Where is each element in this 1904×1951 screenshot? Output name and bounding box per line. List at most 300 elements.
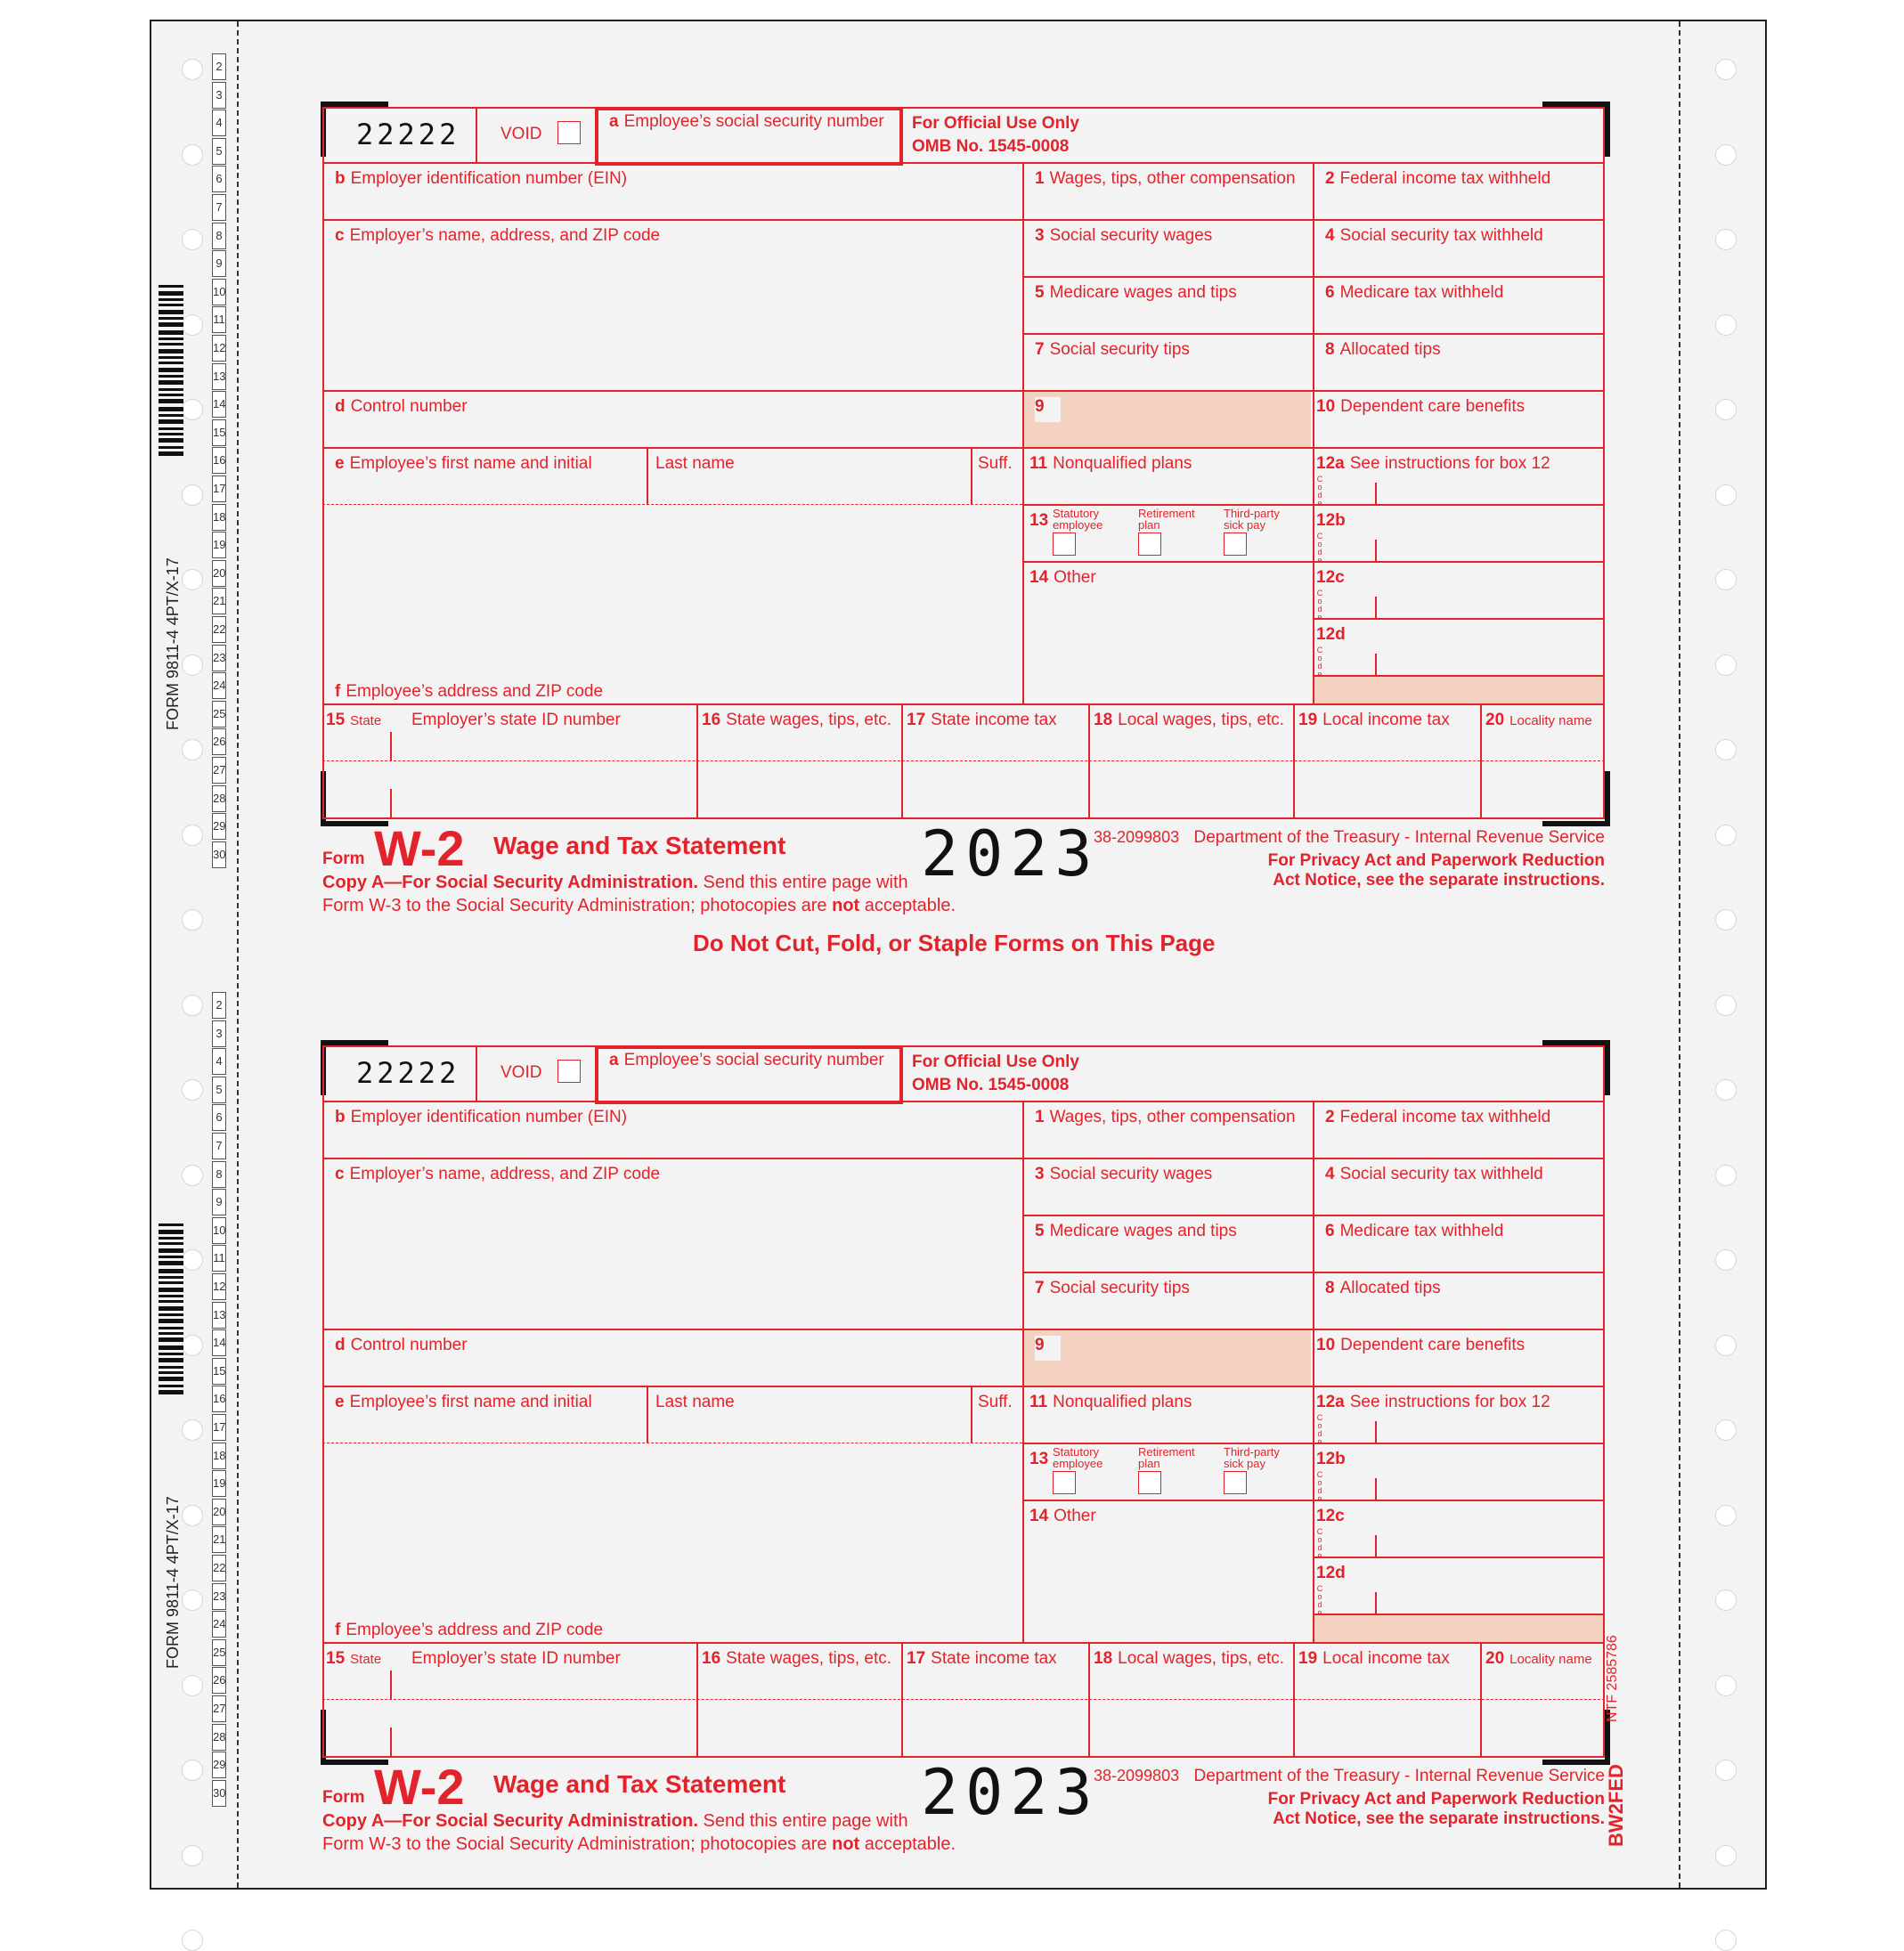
code-letter: d: [1317, 548, 1322, 557]
line-number: 10: [212, 279, 226, 305]
tractor-feed-hole: [1715, 144, 1737, 166]
line-number: 2: [212, 53, 226, 80]
barcode-bar: [159, 1288, 183, 1292]
box-1-label: 1 Wages, tips, other compensation: [1035, 1108, 1296, 1126]
tractor-feed-hole: [1715, 59, 1737, 80]
line-number: 3: [212, 82, 226, 109]
line-number: 29: [212, 1752, 226, 1778]
suffix-label: Suff.: [978, 1393, 1013, 1411]
barcode-bar: [159, 375, 183, 378]
line-number: 9: [212, 250, 226, 277]
tractor-feed-hole: [1715, 1930, 1737, 1951]
form-code-vertical: FORM 9811-4 4PT/X-17: [164, 557, 182, 730]
barcode-bar: [159, 356, 183, 359]
code-letter: d: [1317, 1486, 1322, 1495]
line-number: 12: [212, 1273, 226, 1300]
box-13-label: 13: [1029, 511, 1049, 530]
form-name-w2: W-2: [374, 1759, 465, 1815]
tractor-feed-hole: [182, 909, 203, 931]
box-9-shade: [1022, 1330, 1311, 1386]
code-letter: e: [1317, 1494, 1322, 1503]
line-number: 5: [212, 1077, 226, 1103]
box-9-shade: [1022, 392, 1311, 447]
line-number: 22: [212, 1555, 226, 1581]
code-letter: o: [1317, 1535, 1322, 1544]
line-number: 20: [212, 1499, 226, 1525]
box-11-label: 11 Nonqualified plans: [1029, 454, 1192, 473]
barcode-bar: [159, 1223, 183, 1226]
barcode-bar: [159, 298, 183, 301]
privacy-notice-line1: For Privacy Act and Paperwork Reduction: [1267, 1790, 1605, 1809]
line-number: 28: [212, 785, 226, 812]
box-8-label: 8 Allocated tips: [1325, 1279, 1441, 1297]
do-not-cut-notice: Do Not Cut, Fold, or Staple Forms on This Page: [693, 930, 1216, 956]
barcode-bar: [159, 1390, 183, 1394]
tractor-feed-hole: [1715, 739, 1737, 760]
box-17-label: 17 State income tax: [907, 711, 1057, 729]
margin-barcode: [159, 285, 183, 459]
line-number: 14: [212, 391, 226, 418]
form-word: Form: [322, 849, 365, 868]
tractor-feed-hole: [182, 1760, 203, 1781]
last-name-label: Last name: [655, 1393, 735, 1411]
box-10-label: 10 Dependent care benefits: [1316, 397, 1526, 416]
box-12c-label: 12c: [1316, 568, 1345, 587]
third-party-sick-pay-checkbox[interactable]: [1224, 532, 1247, 556]
box-6-label: 6 Medicare tax withheld: [1325, 1222, 1504, 1240]
barcode-bar: [159, 349, 183, 354]
box-d-label: d Control number: [335, 1336, 468, 1354]
form-code-vertical: FORM 9811-4 4PT/X-17: [164, 1496, 182, 1669]
cat-number: 38-2099803: [1094, 1767, 1180, 1784]
box-15-label: 15 State: [326, 1649, 382, 1668]
line-number: 15: [212, 419, 226, 446]
void-checkbox[interactable]: [557, 1060, 581, 1083]
retirement-plan-label: Retirement plan: [1138, 507, 1195, 532]
tractor-feed-hole: [182, 654, 203, 676]
tractor-feed-hole: [1715, 1845, 1737, 1866]
privacy-notice-line2: Act Notice, see the separate instructions.: [1273, 1809, 1605, 1828]
third-party-sick-pay-checkbox[interactable]: [1224, 1471, 1247, 1494]
box-12a-label: 12a See instructions for box 12: [1316, 454, 1550, 473]
barcode-bar: [159, 1358, 183, 1362]
line-number: 12: [212, 335, 226, 362]
code-letter: d: [1317, 662, 1322, 671]
tractor-feed-hole: [182, 1079, 203, 1101]
barcode-bar: [159, 433, 183, 435]
line-number: 25: [212, 701, 226, 728]
void-label: VOID: [500, 1063, 542, 1082]
barcode-bar: [159, 1269, 183, 1273]
barcode-bar: [159, 1366, 183, 1369]
corner-mark: [1542, 1040, 1610, 1095]
form-name-w2: W-2: [374, 820, 465, 876]
box-6-label: 6 Medicare tax withheld: [1325, 283, 1504, 302]
third-party-sick-pay-label: Third-party sick pay: [1224, 507, 1280, 532]
tractor-feed-hole: [1715, 1675, 1737, 1696]
line-number: 23: [212, 1583, 226, 1610]
line-number: 16: [212, 447, 226, 474]
barcode-bar: [159, 380, 183, 385]
form-title: Wage and Tax Statement: [493, 832, 786, 859]
box-c-label: c Employer’s name, address, and ZIP code: [335, 226, 661, 245]
barcode-bar: [159, 1337, 183, 1342]
last-name-label: Last name: [655, 454, 735, 473]
tractor-feed-hole: [1715, 1589, 1737, 1611]
box-c-label: c Employer’s name, address, and ZIP code: [335, 1165, 661, 1183]
box-12b-label: 12b: [1316, 1450, 1346, 1468]
line-number: 11: [212, 306, 226, 333]
line-number: 26: [212, 728, 226, 755]
barcode-bar: [159, 1385, 183, 1387]
barcode-bar: [159, 1371, 183, 1374]
ntf-number: NTF 2585786: [1605, 1635, 1620, 1722]
barcode-bar: [159, 438, 183, 443]
barcode-bar: [159, 399, 183, 403]
line-number: 4: [212, 110, 226, 136]
privacy-notice-line2: Act Notice, see the separate instructions.: [1273, 871, 1605, 890]
tractor-feed-hole: [182, 1419, 203, 1441]
retirement-plan-label: Retirement plan: [1138, 1445, 1195, 1470]
barcode-bar: [159, 1327, 183, 1329]
line-number: 30: [212, 1780, 226, 1807]
line-number: 16: [212, 1386, 226, 1412]
code-letter: o: [1317, 654, 1322, 663]
copy-a-line2: Form W-3 to the Social Security Administration; photocopies are not acceptable.: [322, 1834, 956, 1854]
line-number: 26: [212, 1667, 226, 1694]
barcode-bar: [159, 304, 183, 306]
line-number: 20: [212, 560, 226, 587]
line-number: 6: [212, 1104, 226, 1131]
tax-year: 2023: [921, 1756, 1100, 1829]
code-letter: e: [1317, 499, 1322, 508]
code-letter: e: [1317, 613, 1322, 622]
barcode-bar: [159, 1281, 183, 1284]
control-code-22222: 22222: [356, 1056, 460, 1090]
employer-state-id-label: Employer’s state ID number: [411, 1649, 621, 1668]
barcode-bar: [159, 419, 183, 424]
copy-a-line1: Copy A—For Social Security Administration. Send this entire page with: [322, 873, 908, 892]
barcode-bar: [159, 1295, 183, 1297]
code-letter: e: [1317, 556, 1322, 565]
barcode-bar: [159, 1276, 183, 1279]
box-9-label: 9: [1035, 397, 1061, 422]
line-number: 25: [212, 1639, 226, 1666]
tractor-feed-hole: [1715, 654, 1737, 676]
tractor-feed-hole: [1715, 569, 1737, 590]
left-perforation: [237, 21, 239, 1888]
tractor-feed-hole: [182, 484, 203, 506]
barcode-bar: [159, 337, 183, 340]
suffix-label: Suff.: [978, 454, 1013, 473]
third-party-sick-pay-label: Third-party sick pay: [1224, 1445, 1280, 1470]
barcode-bar: [159, 1353, 183, 1355]
box-17-label: 17 State income tax: [907, 1649, 1057, 1668]
line-number: 8: [212, 1161, 226, 1188]
tractor-feed-hole: [182, 1249, 203, 1271]
w2-form-bottom: [322, 1045, 1605, 1945]
barcode-bar: [159, 1230, 183, 1234]
box-14-label: 14 Other: [1029, 1507, 1096, 1525]
box-19-label: 19 Local income tax: [1298, 1649, 1450, 1668]
barcode-bar: [159, 414, 183, 417]
box-f-label: f Employee’s address and ZIP code: [335, 682, 604, 701]
tractor-feed-hole: [182, 1589, 203, 1611]
code-letter: e: [1317, 670, 1322, 679]
line-number: 19: [212, 1470, 226, 1497]
line-number: 27: [212, 757, 226, 784]
line-number: 30: [212, 841, 226, 868]
form-title: Wage and Tax Statement: [493, 1770, 786, 1798]
code-letter: C: [1316, 1527, 1323, 1536]
line-number: 11: [212, 1245, 226, 1272]
barcode-bar: [159, 1319, 183, 1323]
barcode-bar: [159, 1345, 183, 1350]
box-9-label: 9: [1035, 1336, 1061, 1361]
tractor-feed-hole: [182, 1505, 203, 1526]
box-12d-shade: [1313, 677, 1603, 703]
line-number: 18: [212, 1443, 226, 1469]
department-label: Department of the Treasury - Internal Revenue Service: [1193, 828, 1605, 847]
tractor-feed-hole: [182, 1845, 203, 1866]
code-letter: C: [1316, 589, 1323, 597]
barcode-bar: [159, 330, 183, 335]
line-number: 9: [212, 1189, 226, 1215]
line-number: 21: [212, 1526, 226, 1553]
line-number: 29: [212, 813, 226, 840]
line-number: 24: [212, 1611, 226, 1638]
tractor-feed-hole: [182, 59, 203, 80]
tractor-feed-hole: [182, 1930, 203, 1951]
control-code-22222: 22222: [356, 118, 460, 151]
tractor-feed-hole: [1715, 484, 1737, 506]
box-1-label: 1 Wages, tips, other compensation: [1035, 169, 1296, 188]
box-3-label: 3 Social security wages: [1035, 226, 1213, 245]
box-18-label: 18 Local wages, tips, etc.: [1094, 711, 1285, 729]
line-number: 4: [212, 1048, 226, 1075]
box-12b-label: 12b: [1316, 511, 1346, 530]
w2-form-top: [322, 107, 1605, 1006]
line-number: 14: [212, 1329, 226, 1356]
barcode-bar: [159, 1377, 183, 1381]
code-letter: C: [1316, 1413, 1323, 1422]
box-5-label: 5 Medicare wages and tips: [1035, 1222, 1237, 1240]
box-12d-label: 12d: [1316, 1564, 1346, 1582]
line-number: 6: [212, 166, 226, 192]
box-12d-shade: [1313, 1615, 1603, 1642]
code-letter: e: [1317, 1551, 1322, 1560]
line-number: 19: [212, 532, 226, 558]
cat-number: 38-2099803: [1094, 828, 1180, 846]
barcode-bar: [159, 285, 183, 288]
line-number: 8: [212, 223, 226, 249]
line-number: 5: [212, 138, 226, 165]
line-number: 7: [212, 194, 226, 221]
line-number: 15: [212, 1358, 226, 1385]
tractor-feed-hole: [182, 569, 203, 590]
line-number: 22: [212, 616, 226, 643]
line-number: 17: [212, 1414, 226, 1441]
barcode-bar: [159, 394, 183, 396]
tractor-feed-hole: [1715, 909, 1737, 931]
barcode-bar: [159, 1261, 183, 1265]
copy-a-line2: Form W-3 to the Social Security Administration; photocopies are not acceptable.: [322, 896, 956, 915]
box-e-label: e Employee’s first name and initial: [335, 454, 592, 473]
code-letter: d: [1317, 491, 1322, 500]
box-4-label: 4 Social security tax withheld: [1325, 226, 1543, 245]
barcode-bar: [159, 1237, 183, 1240]
margin-barcode: [159, 1223, 183, 1397]
box-10-label: 10 Dependent care benefits: [1316, 1336, 1526, 1354]
box-16-label: 16 State wages, tips, etc.: [702, 711, 892, 729]
barcode-bar: [159, 1306, 183, 1311]
tractor-feed-hole: [1715, 314, 1737, 336]
box-b-label: b Employer identification number (EIN): [335, 169, 628, 188]
code-letter: e: [1317, 1608, 1322, 1617]
code-letter: d: [1317, 1429, 1322, 1438]
barcode-bar: [159, 368, 183, 372]
code-letter: d: [1317, 605, 1322, 614]
retirement-plan-checkbox[interactable]: [1138, 1471, 1161, 1494]
tractor-feed-hole: [1715, 995, 1737, 1016]
form-sheet: [150, 20, 1767, 1890]
statutory-employee-label: Statutory employee: [1053, 1445, 1103, 1470]
barcode-bar: [159, 322, 183, 327]
line-number: 18: [212, 504, 226, 531]
tractor-feed-hole: [1715, 1079, 1737, 1101]
code-letter: C: [1316, 1470, 1323, 1479]
barcode-bar: [159, 451, 183, 456]
void-checkbox[interactable]: [557, 121, 581, 144]
void-label: VOID: [500, 125, 542, 143]
omb-number: OMB No. 1545-0008: [912, 137, 1070, 156]
line-number: 27: [212, 1695, 226, 1722]
box-12d-label: 12d: [1316, 625, 1346, 644]
tractor-feed-hole: [182, 314, 203, 336]
tractor-feed-hole: [1715, 1249, 1737, 1271]
tractor-feed-hole: [1715, 1760, 1737, 1781]
tractor-feed-hole: [182, 399, 203, 420]
retirement-plan-checkbox[interactable]: [1138, 532, 1161, 556]
tractor-feed-hole: [182, 229, 203, 250]
line-number: 7: [212, 1133, 226, 1159]
code-letter: o: [1317, 483, 1322, 492]
box-12a-label: 12a See instructions for box 12: [1316, 1393, 1550, 1411]
tractor-feed-hole: [1715, 1419, 1737, 1441]
box-16-label: 16 State wages, tips, etc.: [702, 1649, 892, 1668]
copy-a-line1: Copy A—For Social Security Administration. Send this entire page with: [322, 1811, 908, 1831]
employer-state-id-label: Employer’s state ID number: [411, 711, 621, 729]
line-number: 10: [212, 1217, 226, 1244]
statutory-employee-label: Statutory employee: [1053, 507, 1103, 532]
line-number: 13: [212, 1302, 226, 1329]
box-20-label: 20 Locality name: [1485, 711, 1592, 729]
barcode-bar: [159, 310, 183, 314]
tractor-feed-hole: [1715, 825, 1737, 846]
tractor-feed-hole: [182, 1165, 203, 1186]
barcode-bar: [159, 1313, 183, 1316]
privacy-notice-line1: For Privacy Act and Paperwork Reduction: [1267, 851, 1605, 870]
line-number: 23: [212, 645, 226, 671]
box-2-label: 2 Federal income tax withheld: [1325, 169, 1551, 188]
line-number: 28: [212, 1724, 226, 1751]
box-2-label: 2 Federal income tax withheld: [1325, 1108, 1551, 1126]
box-5-label: 5 Medicare wages and tips: [1035, 283, 1237, 302]
box-12c-label: 12c: [1316, 1507, 1345, 1525]
tractor-feed-hole: [1715, 1335, 1737, 1356]
barcode-bar: [159, 388, 183, 391]
barcode-bar: [159, 1332, 183, 1335]
statutory-employee-checkbox[interactable]: [1053, 1471, 1076, 1494]
line-number: 13: [212, 363, 226, 390]
tractor-feed-hole: [182, 1335, 203, 1356]
tax-year: 2023: [921, 817, 1100, 890]
tractor-feed-hole: [1715, 229, 1737, 250]
tractor-feed-hole: [182, 144, 203, 166]
code-letter: o: [1317, 540, 1322, 549]
corner-mark: [1542, 102, 1610, 157]
barcode-bar: [159, 427, 183, 430]
box-8-label: 8 Allocated tips: [1325, 340, 1441, 359]
tractor-feed-hole: [182, 1675, 203, 1696]
barcode-bar: [159, 1242, 183, 1245]
code-letter: d: [1317, 1543, 1322, 1552]
code-letter: C: [1316, 646, 1323, 654]
department-label: Department of the Treasury - Internal Revenue Service: [1193, 1767, 1605, 1785]
official-use-label: For Official Use Only: [912, 114, 1079, 133]
barcode-bar: [159, 1300, 183, 1303]
bw2fed-code: BW2FED: [1605, 1764, 1627, 1847]
tractor-feed-hole: [1715, 399, 1737, 420]
box-4-label: 4 Social security tax withheld: [1325, 1165, 1543, 1183]
box-f-label: f Employee’s address and ZIP code: [335, 1621, 604, 1639]
box-19-label: 19 Local income tax: [1298, 711, 1450, 729]
box-13-label: 13: [1029, 1450, 1049, 1468]
line-number: 2: [212, 992, 226, 1019]
line-number: 3: [212, 1020, 226, 1047]
box-18-label: 18 Local wages, tips, etc.: [1094, 1649, 1285, 1668]
barcode-bar: [159, 1248, 183, 1253]
barcode-bar: [159, 362, 183, 364]
barcode-bar: [159, 446, 183, 449]
box-20-label: 20 Locality name: [1485, 1649, 1592, 1668]
box-a-label: a Employee’s social security number: [609, 1051, 884, 1069]
tractor-feed-hole: [182, 995, 203, 1016]
box-3-label: 3 Social security wages: [1035, 1165, 1213, 1183]
box-b-label: b Employer identification number (EIN): [335, 1108, 628, 1126]
box-a-label: a Employee’s social security number: [609, 112, 884, 131]
line-number: 24: [212, 672, 226, 699]
omb-number: OMB No. 1545-0008: [912, 1076, 1070, 1094]
code-letter: e: [1317, 1437, 1322, 1446]
code-letter: o: [1317, 1478, 1322, 1487]
tractor-feed-hole: [182, 739, 203, 760]
tractor-feed-hole: [1715, 1505, 1737, 1526]
box-7-label: 7 Social security tips: [1035, 340, 1190, 359]
box-d-label: d Control number: [335, 397, 468, 416]
code-letter: o: [1317, 1592, 1322, 1601]
box-e-label: e Employee’s first name and initial: [335, 1393, 592, 1411]
barcode-bar: [159, 291, 183, 296]
code-letter: C: [1316, 475, 1323, 484]
line-number: 21: [212, 588, 226, 614]
box-15-label: 15 State: [326, 711, 382, 729]
barcode-bar: [159, 1256, 183, 1258]
statutory-employee-checkbox[interactable]: [1053, 532, 1076, 556]
official-use-label: For Official Use Only: [912, 1053, 1079, 1071]
line-number: 17: [212, 476, 226, 502]
code-letter: o: [1317, 1421, 1322, 1430]
